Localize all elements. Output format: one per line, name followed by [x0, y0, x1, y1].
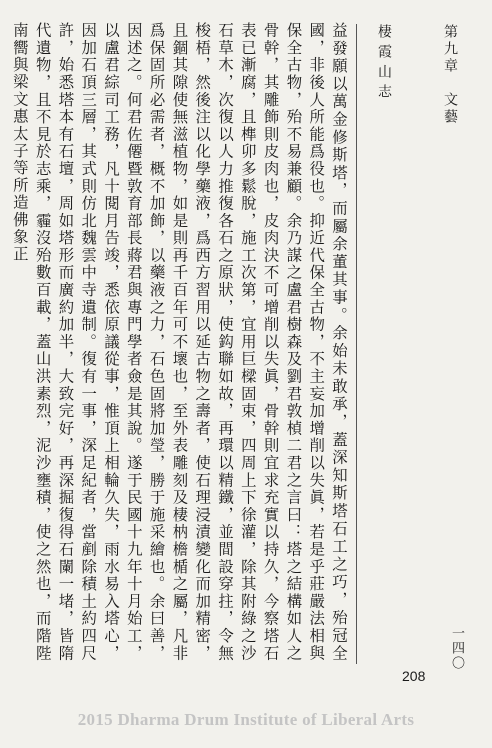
body-text: 益發願以萬金修斯塔，而屬余董其事。余始未敢承，蓋深知斯塔石工之巧，殆冠全國，非後人所能爲役也。抑近代保全古物，不主妄加增削以失眞，若是乎莊嚴法相與保全古物，殆不易兼顧。余乃謀之盧君樹森及劉君敦楨二君之言曰：塔之結構如人之骨幹，其雕飾則皮肉也，皮肉決不可增削以失眞，骨幹則宜求充實以持久，今察塔石表已漸腐，且榫卯多鬆脫，施工次第，宜用巨樑固束，四周上下徐灌，除其附綠之沙石草木，次復以人力推復各石之原狀，使鈎聯如故，再環以精鐵，並間設穿拄，令無梭梧，然後注以化學藥液，爲西方習用以延古物之壽者，使石理浸漬變化而加精密，且錮其隙使無滋植物，如是則再千百年可不壞也，至外表雕刻及棲枘檐楯之屬，凡非爲保固所必需者，概不加飾，以藥液之力，石色固將加瑩，勝于施采繪也。余曰善，因述之。何君佐僊暨敦育部長蔣君與專門學者僉是其說。遂于民國十九年十月始工，以盧君綜司工務，凡十閱月告竣，悉依原議從事，惟頂上相輪久失，雨水易入塔心，因加石頂三層，其式則仿北魏雲中寺遺制。復有一事，深足紀者，當剷除積土約四尺許，始悉塔本有石壇，周如塔形而廣約加半，大致完好，再深掘復得石闌一堵，皆隋代遺物，且不見於志乘，霾沒殆數百載，蓋山洪素烈，泥沙壅積，使之然也，而階陛南嚮與梁文惠太子等所造佛象正: [10, 22, 348, 662]
page-number-chinese: 一四〇: [449, 626, 464, 671]
chapter-label: 第九章: [442, 24, 458, 75]
page-number: 208: [402, 668, 426, 684]
watermark: 2015 Dharma Drum Institute of Liberal Arts: [77, 710, 415, 729]
header-divider: [356, 24, 357, 664]
section-label: 文藝: [442, 92, 458, 126]
book-title: 棲霞山志: [376, 24, 392, 104]
